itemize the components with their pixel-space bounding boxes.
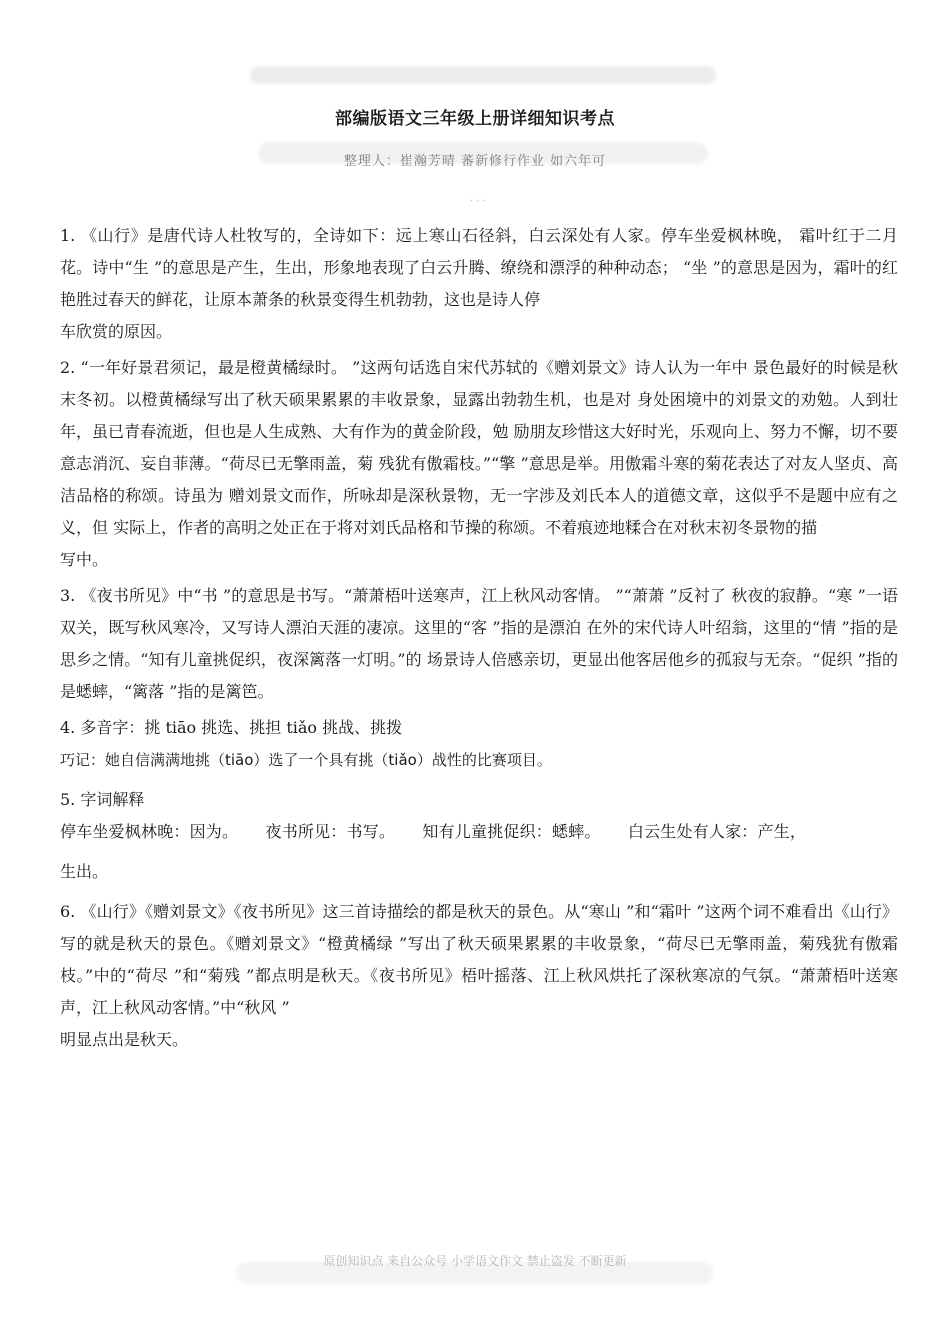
item-number: 1.: [60, 226, 76, 245]
page-title: 部编版语文三年级上册详细知识考点: [335, 109, 615, 129]
item-6: [60, 896, 898, 1024]
glossary-entry: 夜书所见：书写。: [265, 822, 396, 841]
header-smudge: [250, 66, 716, 84]
item-1-tail: 车欣赏的原因。: [60, 322, 173, 341]
item-text: 《夜书所见》中“书 ”的意思是书写。“萧萧梧叶送寒声，江上秋风动客情。 ”“萧萧 ”反衬了 秋夜的寂静。“寒 ”一语双关，既写秋风寒冷，又写诗人漂泊天涯的凄凉。这里的“客 ”指的是漂泊 在外的宋代诗人叶绍翁，这里的“情 ”指的是思乡之情。“知有儿童挑促织，夜深篱落一灯明。”的 场景诗人倍感亲切，更显出他客居他乡的孤寂与无奈。“促织 ”指的是蟋蟀，“篱落 ”指的是篱笆。: [60, 586, 898, 701]
separator-dots: · · ·: [470, 196, 486, 207]
item-1: [60, 220, 898, 316]
item-6-tail: 明显点出是秋天。: [60, 1030, 189, 1049]
glossary-entry: 知有儿童挑促织：蟋蟀。: [422, 822, 601, 841]
item-text: 字词解释: [80, 790, 145, 809]
document-body: [60, 220, 898, 1060]
item-2: [60, 352, 898, 544]
glossary-entry: 停车坐爱枫林晚：因为。: [60, 822, 239, 841]
item-text: 《山行》是唐代诗人杜牧写的，全诗如下：远上寒山石径斜，白云深处有人家。停车坐爱枫林晚， 霜叶红于二月花。诗中“生 ”的意思是产生，生出，形象地表现了白云升腾、缭绕和漂浮的种种动态； “坐 ”的意思是因为，霜叶的红艳胜过春天的鲜花，让原本萧条的秋景变得生机勃勃，这也是诗人停: [60, 226, 899, 309]
page-subtitle: 整理人：崔瀚芳晴 蕃新修行作业 如六年可: [343, 154, 607, 169]
item-number: 6.: [60, 902, 76, 921]
item-number: 2.: [60, 358, 76, 377]
item-text: 多音字：挑 tiāo 挑选、挑担 tiǎo 挑战、挑拨: [80, 718, 403, 737]
item-3: [60, 580, 898, 708]
item-text: 《山行》《赠刘景文》《夜书所见》这三首诗描绘的都是秋天的景色。从“寒山 ”和“霜叶 ”这两个词不难看出《山行》写的就是秋天的景色。《赠刘景文》“橙黄橘绿 ”写出了秋天硕果累累的丰收景象，“荷尽已无擎雨盖，菊残犹有傲霜枝。”中的“荷尽 ”和“菊残 ”都点明是秋天。《夜书所见》梧叶摇落、江上秋风烘托了深秋寒凉的气氛。“萧萧梧叶送寒声，江上秋风动客情。”中“秋风 ”: [60, 902, 898, 1017]
item-number: 4.: [60, 718, 76, 737]
mnemonic-line: 巧记：她自信满满地挑（tiāo）选了一个具有挑（tiǎo）战性的比赛项目。: [60, 751, 552, 769]
glossary-entry: 白云生处有人家：产生，: [627, 822, 807, 841]
item-4: [60, 712, 898, 744]
glossary-entries: [60, 816, 898, 848]
item-number: 5.: [60, 790, 76, 809]
page-footer: 原创知识点 来自公众号 小学语文作文 禁止盗发 不断更新: [323, 1254, 627, 1268]
item-number: 3.: [60, 586, 76, 605]
item-5-heading: [60, 784, 898, 816]
item-text: “一年好景君须记，最是橙黄橘绿时。 ”这两句话选自宋代苏轼的《赠刘景文》诗人认为一年中 景色最好的时候是秋末冬初。以橙黄橘绿写出了秋天硕果累累的丰收景象，显露出勃勃生机，也是对 身处困境中的刘景文的劝勉。人到壮年，虽已青春流逝，但也是人生成熟、大有作为的黄金阶段，勉 励朋友珍惜这大好时光，乐观向上、努力不懈，切不要意志消沉、妄自菲薄。“荷尽已无擎雨盖，菊 残犹有傲霜枝。”“擎 ”意思是举。用傲霜斗寒的菊花表达了对友人坚贞、高洁品格的称颂。诗虽为 赠刘景文而作，所咏却是深秋景物，无一字涉及刘氏本人的道德文章，这似乎不是题中应有之义，但 实际上，作者的高明之处正在于将对刘氏品格和节操的称颂。不着痕迹地糅合在对秋末初冬景物的描: [60, 358, 898, 537]
glossary-tail: 生出。: [60, 862, 109, 881]
item-2-tail: 写中。: [60, 550, 109, 569]
